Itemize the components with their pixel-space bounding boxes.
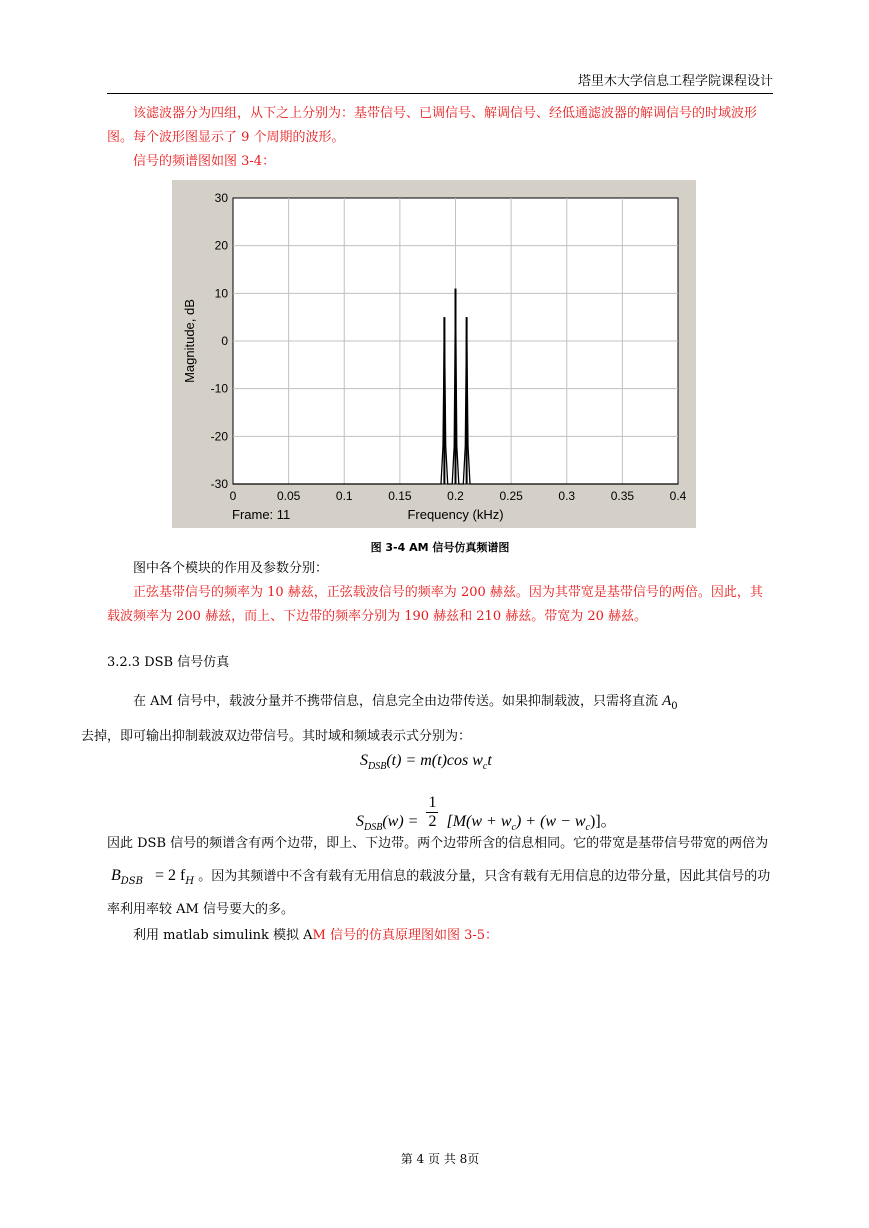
paragraph-dsb-bandwidth (107, 828, 773, 926)
y-tick-label: -10 (210, 381, 228, 396)
x-axis-label: Frequency (kHz) (407, 507, 504, 522)
eq2-den: 2 (428, 813, 437, 830)
frame-label: Frame: 11 (232, 507, 291, 522)
y-tick-label: -20 (210, 429, 228, 444)
simulink-text-a: 利用 matlab simulink 模拟 A (133, 928, 313, 943)
eq1-tail: t (487, 752, 492, 769)
eq2-rhs-sub1: c (511, 822, 516, 834)
eq2-rhs3: )]。 (590, 813, 617, 831)
y-tick-label: 30 (214, 191, 228, 205)
page-header: 塔里木大学信息工程学院课程设计 (577, 74, 773, 89)
eq2-num: 1 (428, 794, 437, 811)
equation-time-domain (360, 752, 492, 770)
paragraph-simulink (107, 924, 773, 948)
y-tick-label: 0 (221, 334, 228, 348)
x-tick-label: 0.15 (388, 489, 412, 503)
dsb-bandwidth-text-a: 因此 DSB 信号的频谱含有两个边带，即上、下边带。两个边带所含的信息相同。它的带宽是基带信号带宽的两倍为 (107, 836, 769, 851)
y-tick-label: 10 (214, 286, 228, 301)
paragraph-spectrum-intro: 信号的频谱图如图 3-4： (133, 154, 276, 169)
x-tick-label: 0.35 (610, 489, 635, 503)
paragraph-modules: 图中各个模块的作用及参数分别： (133, 561, 329, 576)
y-axis-label: Magnitude, dB (182, 299, 197, 383)
formula-b: B (111, 867, 121, 884)
symbol-a: A (662, 693, 672, 709)
eq1-rhs-sub: c (482, 761, 488, 772)
dsb-intro-text-a: 在 AM 信号中，载波分量并不携带信息，信息完全由边带传送。如果抑制载波，只需将直流 (133, 694, 663, 709)
paragraph-frequencies: 正弦基带信号的频率为 10 赫兹，正弦载波信号的频率为 200 赫兹。因为其带宽是基带信号的两倍。因此，其载波频率为 200 赫兹，而上、下边带的频率分别为 190 赫兹和 210 赫兹。带宽为 20 赫兹。 (107, 585, 763, 624)
spectrum-chart-svg (172, 180, 696, 528)
x-tick-label: 0.3 (558, 489, 576, 503)
eq2-rhs2: ) + (w − w (515, 813, 586, 831)
x-tick-label: 0.2 (447, 489, 464, 503)
eq1-rhs: (t) = m(t)cos w (386, 752, 483, 769)
eq1-sub: DSB (368, 761, 387, 772)
formula-b-sub: DSB (120, 876, 143, 887)
paragraph-dsb-intro (81, 684, 773, 754)
x-tick-label: 0.1 (335, 489, 353, 503)
eq2-mid: (w) = (382, 813, 423, 831)
dsb-intro-text-b: 去掉，即可输出抑制载波双边带信号。其时域和频域表示式分别为： (81, 729, 472, 744)
eq2-rhs-sub2: c (585, 822, 590, 834)
x-tick-label: 0.4 (669, 489, 687, 503)
formula-rhs-sub: H (185, 876, 195, 887)
eq2-fraction (426, 794, 438, 831)
eq2-sub: DSB (364, 822, 383, 834)
header-rule (107, 93, 773, 94)
page-footer: 第 4 页 共 8页 (400, 1152, 480, 1166)
symbol-a-sub: 0 (671, 701, 678, 712)
x-tick-label: 0 (229, 489, 237, 503)
simulink-text-b: M 信号的仿真原理图如图 3-5： (312, 928, 499, 943)
formula-rhs: = 2 f (151, 867, 186, 884)
eq2-lhs: S (356, 813, 364, 831)
y-tick-label: 20 (214, 238, 228, 253)
dsb-bandwidth-text-b: 。因为其频谱中不含有载有无用信息的载波分量，只含有载有无用信息的边带分量，因此其信号的功率利用率较 AM 信号要大的多。 (107, 869, 771, 917)
paragraph-filter-desc: 该滤波器分为四组，从下之上分别为：基带信号、已调信号、解调信号、经低通滤波器的解调信号的时域波形图。每个波形图显示了 9 个周期的波形。 (107, 106, 758, 145)
x-tick-label: 0.25 (499, 489, 523, 503)
figure-caption: 图 3-4 AM 信号仿真频谱图 (370, 541, 510, 554)
spectrum-chart (172, 180, 696, 528)
y-tick-label: -30 (210, 477, 228, 491)
eq1-lhs: S (360, 752, 368, 769)
eq2-rhs: [M(w + w (446, 813, 512, 831)
x-tick-label: 0.05 (276, 489, 301, 503)
section-heading-dsb: 3.2.3 DSB 信号仿真 (107, 655, 230, 670)
